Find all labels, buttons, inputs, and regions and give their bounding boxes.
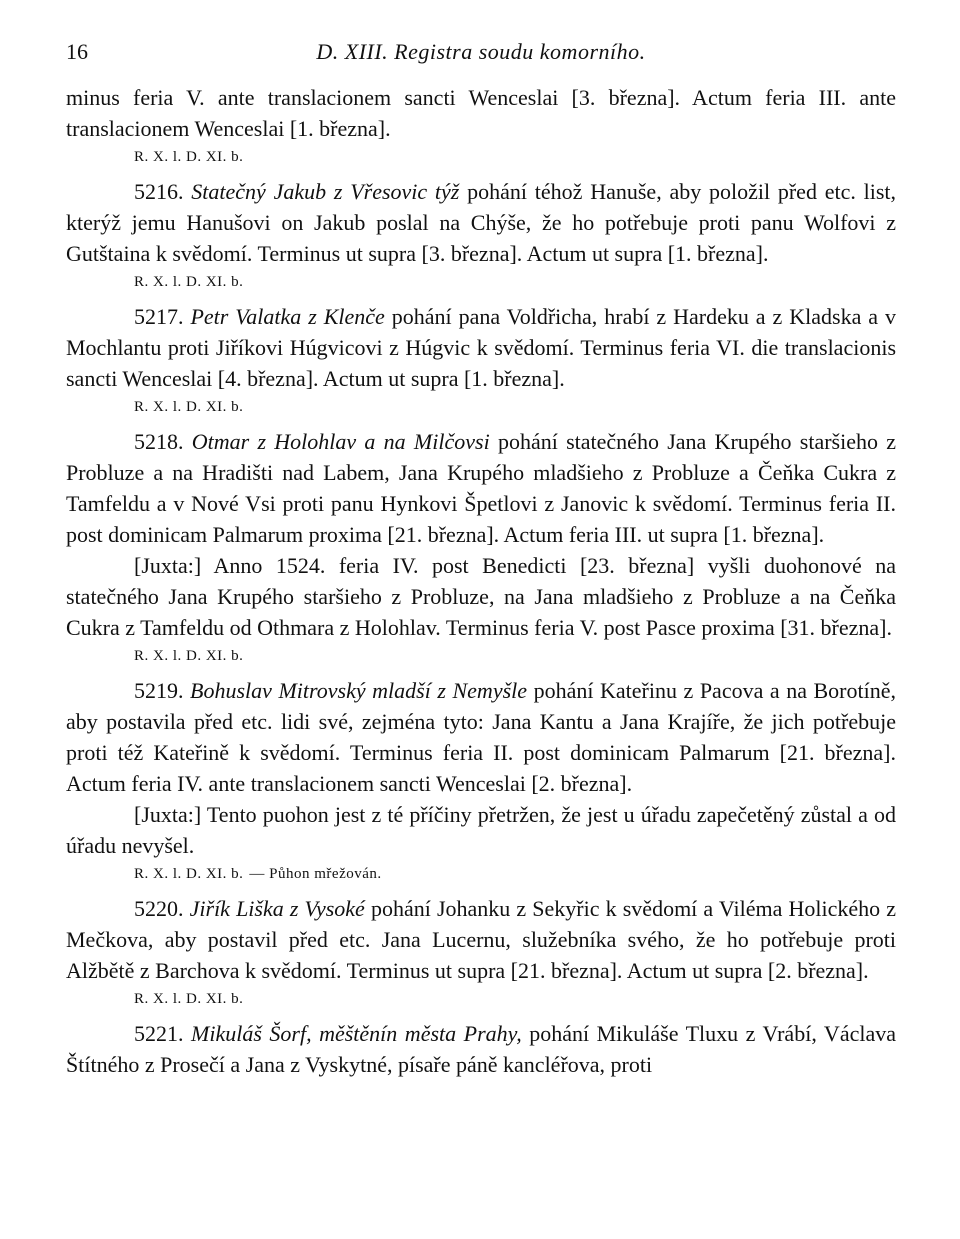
entry-note-paragraph: [Juxta:] Tento puohon jest z té příčiny přetržen, že jest u úřadu zapečetěný zůstal a od úřadu nevyšel. <box>66 802 896 858</box>
signature-line <box>134 271 896 293</box>
signature-line: R. X. l. D. XI. b. <box>134 149 244 165</box>
entry-names: Mikuláš Šorf, měštěnín města Prahy, <box>191 1021 522 1046</box>
entry <box>66 301 896 418</box>
entry <box>66 893 896 1010</box>
entry-paragraph <box>66 675 896 799</box>
entry-paragraph <box>66 893 896 986</box>
entry <box>66 675 896 885</box>
entry-number: 5220. <box>134 896 184 921</box>
entry-names: Petr Valatka z Klenče <box>190 304 385 329</box>
entry-paragraph <box>66 176 896 269</box>
document-page <box>66 36 896 1080</box>
entry-number: 5219. <box>134 678 184 703</box>
entry-names: Otmar z Holohlav a na Milčovsi <box>191 429 490 454</box>
entry-text: pohání statečného Jana Krupého staršieho z Probluze a na Hradišti nad Labem, Jana Krupého mladšieho z Probluze a Čeňka Cukra z Tamfeldu a v Nové Vsi proti panu Hynkovi Špetlovi z Janovic k svědomí. Terminus feria II. post dominicam Palmarum proxima [21. března]. Actum feria III. ut supra [1. března]. <box>66 429 897 547</box>
signature-line <box>134 988 896 1010</box>
entry <box>66 426 896 667</box>
entry-number: 5217. <box>134 304 184 329</box>
entry-text: pohání Johanku z Sekyřic k svědomí a Viléma Holického z Mečkova, aby postavil před etc. Jana Lucernu, služebníka svého, že ho potřebuje proti Alžbětě z Barchova k svědomí. Terminus ut supra [21. března]. Actum ut supra [2. března]. <box>66 896 896 983</box>
signature-text: R. X. l. D. XI. b. <box>134 399 244 415</box>
entries-list <box>66 176 896 1080</box>
entry-text: pohání téhož Hanuše, aby položil před etc. list, kterýž jemu Hanušovi on Jakub poslal na Chýše, že ho potřebuje proti panu Wolfovi z Gutštaina k svědomí. Terminus ut supra [3. března]. Actum ut supra [1. března]. <box>66 179 897 266</box>
signature-text: R. X. l. D. XI. b. <box>134 991 244 1007</box>
entry-text: pohání Mikuláše Tluxu z Vrábí, Václava Štítného z Prosečí a Jana z Vyskytné, písaře páně kancléřova, proti <box>66 1021 896 1077</box>
entry-note-paragraph: [Juxta:] Anno 1524. feria IV. post Benedicti [23. března] vyšli duohonové na statečného Jana Krupého staršieho z Probluze, na Jana mladšieho z Probluze a na Čeňka Cukra z Tamfeldu od Othmara z Holohlav. Terminus feria V. post Pasce proxima [31. března]. <box>66 553 896 640</box>
signature-note: — Půhon mřežován. <box>249 866 382 882</box>
page-header <box>66 36 896 70</box>
signature-line <box>134 863 896 885</box>
page-number: 16 <box>66 39 88 64</box>
entry-text: pohání Kateřinu z Pacova a na Borotíně, aby postavila před etc. lidi své, zejména tyto: Jana Kantu a Jana Krajíře, že jich potřebuje proti též Kateřině k svědomí. Terminus feria II. post dominicam Palmarum [21. března]. Actum feria IV. ante translacionem sancti Wenceslai [2. března]. <box>66 678 897 796</box>
entry-number: 5221. <box>134 1021 184 1046</box>
entry <box>66 1018 896 1080</box>
signature-line <box>134 645 896 667</box>
running-title: D. XIII. Registra soudu komorního. <box>316 39 646 64</box>
signature-text: R. X. l. D. XI. b. <box>134 866 244 882</box>
intro-paragraph: minus feria V. ante translacionem sancti Wenceslai [3. března]. Actum feria III. ante translacionem Wenceslai [1. března]. <box>66 85 896 141</box>
signature-text: R. X. l. D. XI. b. <box>134 274 244 290</box>
entry-number: 5218. <box>134 429 184 454</box>
entry-paragraph <box>66 301 896 394</box>
signature-line <box>134 396 896 418</box>
entry <box>66 176 896 293</box>
entry-text: pohání pana Voldřicha, hrabí z Hardeku a z Kladska a v Mochlantu proti Jiříkovi Húgvicovi z Húgvic k svědomí. Terminus feria VI. die translacionis sancti Wenceslai [4. března]. Actum ut supra [1. března]. <box>66 304 896 391</box>
entry-paragraph <box>66 426 896 550</box>
entry-names: Bohuslav Mitrovský mladší z Nemyšle <box>190 678 528 703</box>
signature-text: R. X. l. D. XI. b. <box>134 648 244 664</box>
entry-paragraph <box>66 1018 896 1080</box>
entry-names: Statečný Jakub z Vřesovic týž <box>191 179 460 204</box>
entry-names: Jiřík Liška z Vysoké <box>189 896 365 921</box>
entry-number: 5216. <box>134 179 184 204</box>
